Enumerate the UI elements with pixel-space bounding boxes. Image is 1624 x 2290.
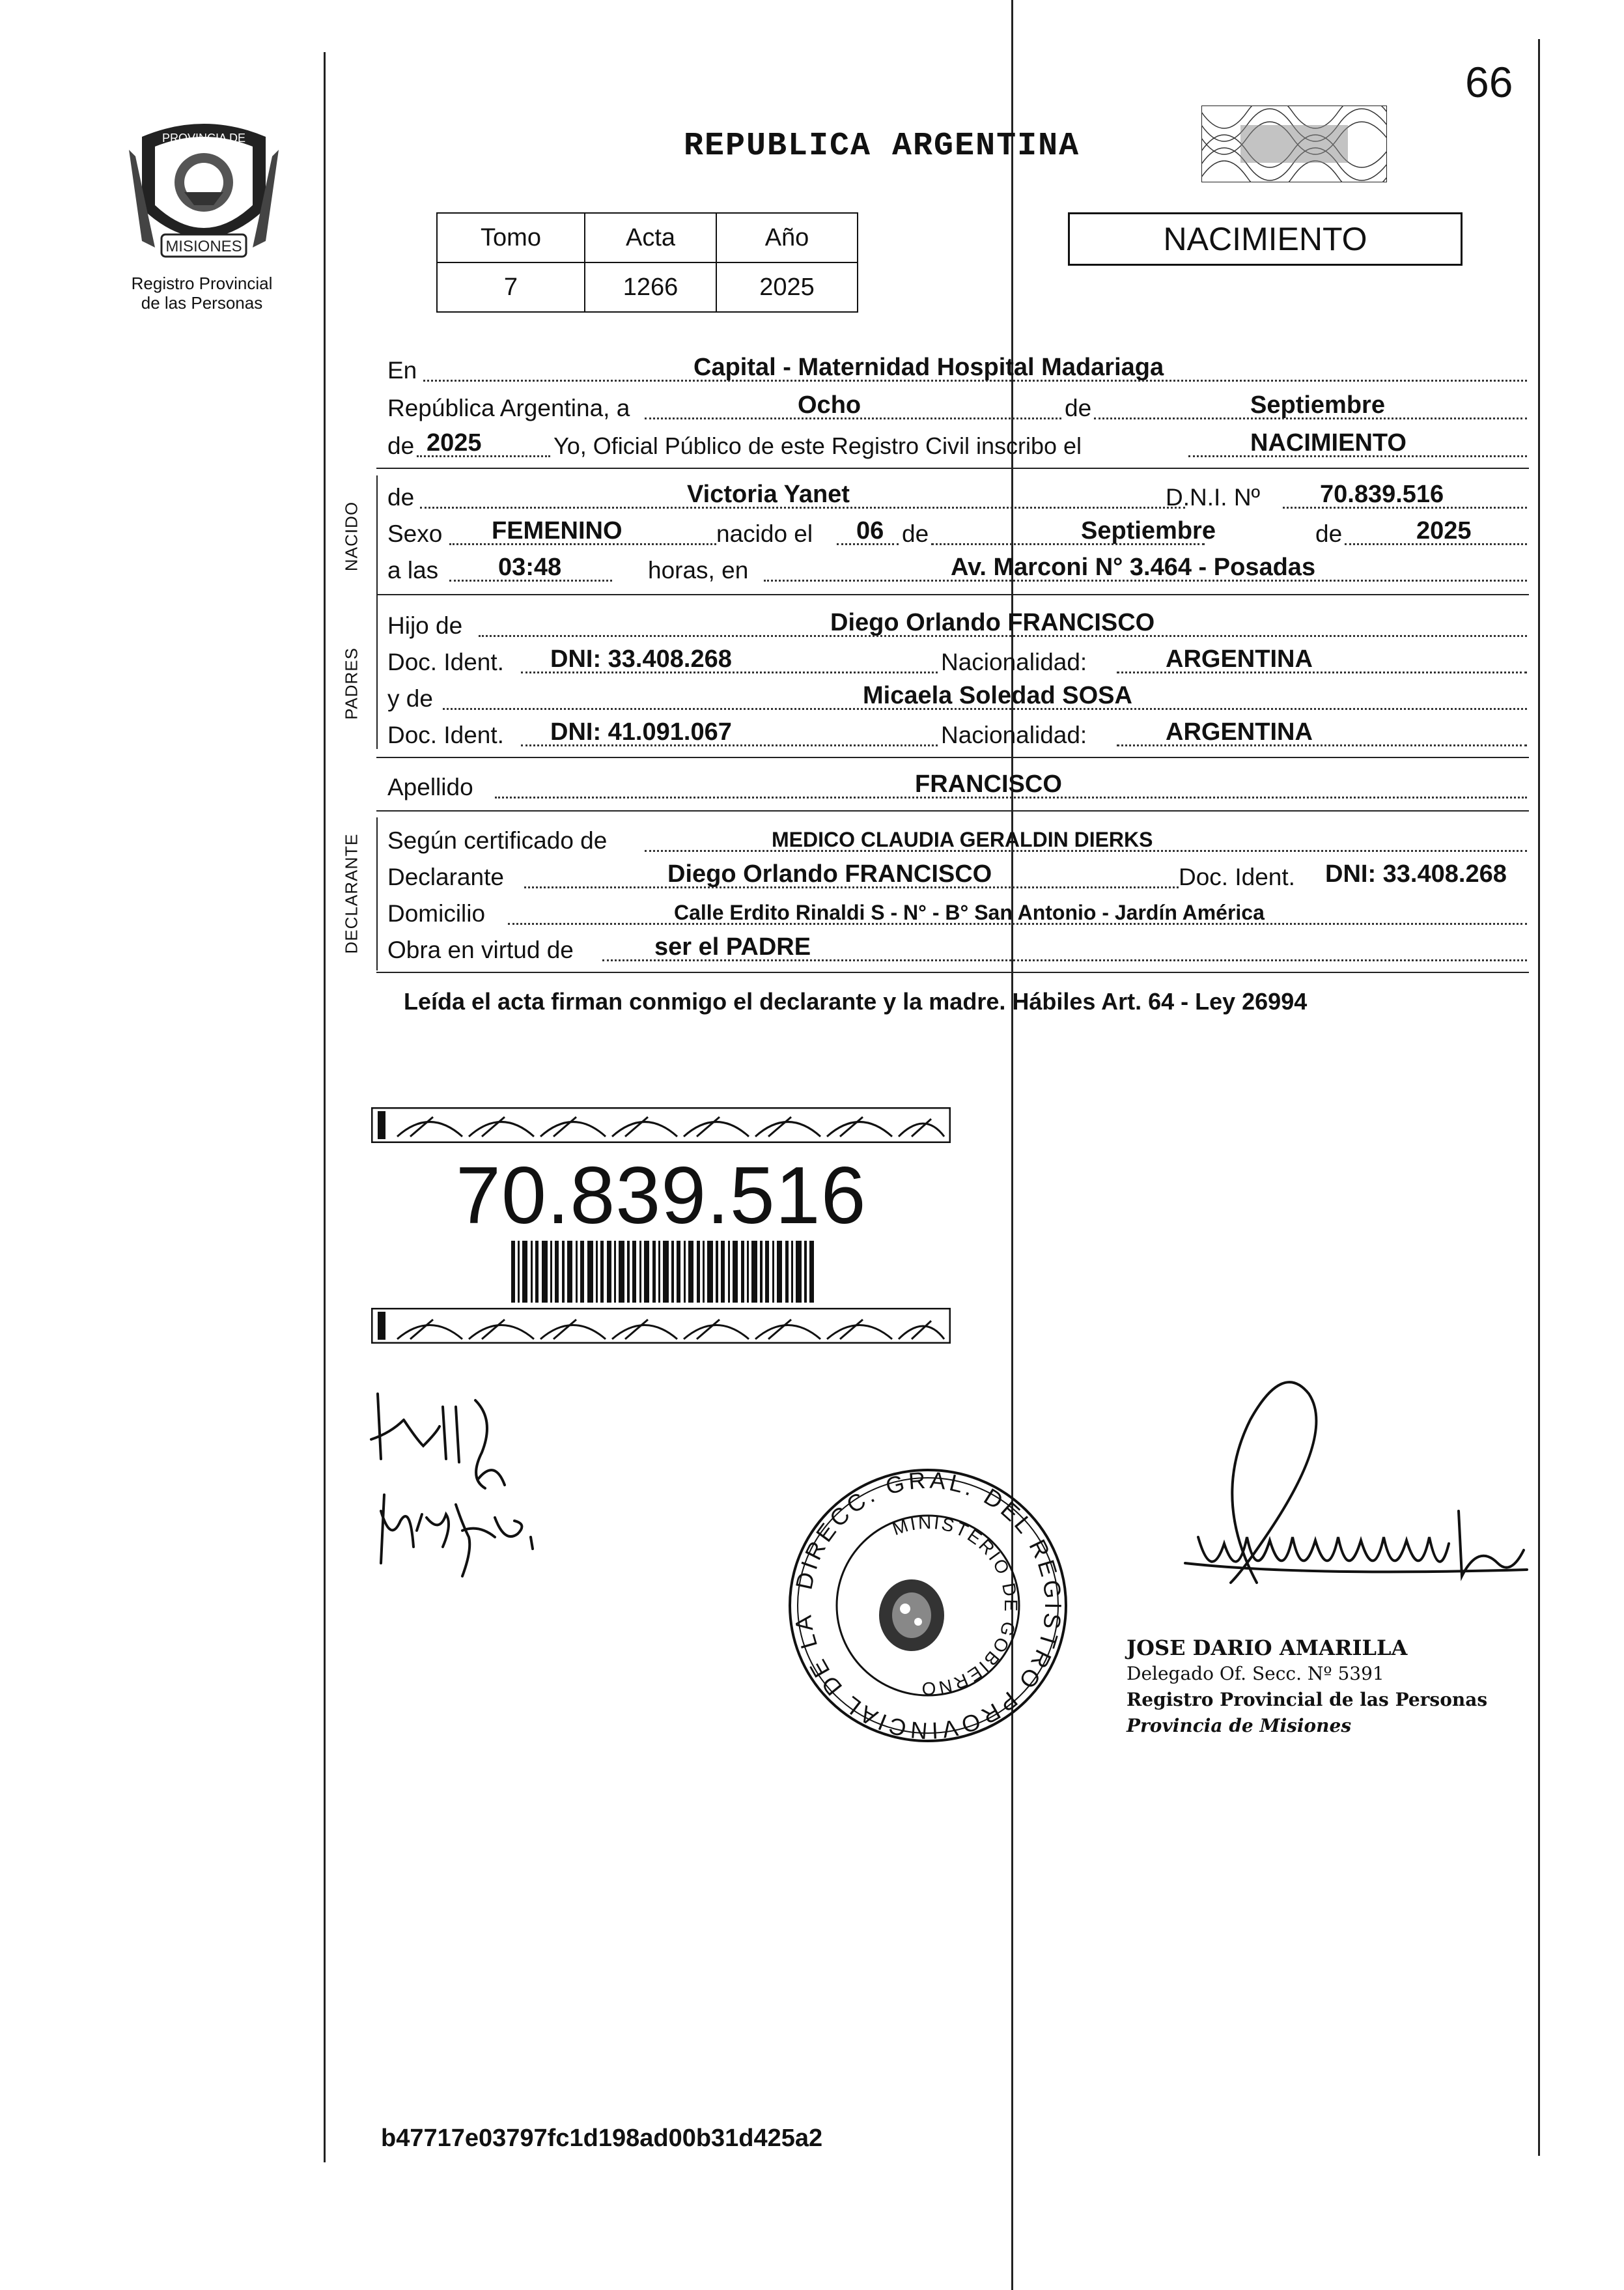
value-birth-place: Av. Marconi N° 3.464 - Posadas bbox=[951, 554, 1316, 581]
row-en bbox=[387, 352, 1527, 388]
value-mother-name: Micaela Soledad SOSA bbox=[863, 682, 1132, 709]
label-de-2: de bbox=[902, 520, 929, 547]
row-oficial bbox=[387, 427, 1527, 464]
label-de-year: de bbox=[387, 432, 415, 459]
value-anio: 2025 bbox=[716, 262, 858, 312]
mother-signature bbox=[381, 1495, 533, 1576]
signatures-left bbox=[365, 1381, 560, 1602]
divider-intro bbox=[376, 468, 1529, 469]
value-capacity: ser el PADRE bbox=[654, 933, 811, 961]
value-birth-month: Septiembre bbox=[1081, 517, 1216, 544]
label-nacionalidad-2: Nacionalidad: bbox=[941, 722, 1087, 748]
row-certificado bbox=[387, 822, 1527, 858]
official-seal bbox=[785, 1462, 1071, 1749]
divider-nacido bbox=[376, 594, 1529, 595]
section-label-padres: PADRES bbox=[341, 647, 361, 720]
row-father-doc bbox=[387, 643, 1527, 680]
closing-note: Leída el acta firman conmigo el declarante y la madre. Hábiles Art. 64 - Ley 26994 bbox=[404, 988, 1308, 1015]
header-acta: Acta bbox=[585, 213, 716, 262]
declarant-signature bbox=[371, 1394, 505, 1488]
value-acta: 1266 bbox=[585, 262, 716, 312]
logo-text-top: PROVINCIA DE bbox=[161, 132, 246, 145]
officer-signature bbox=[1172, 1368, 1537, 1641]
officer-province: Provincia de Misiones bbox=[1127, 1715, 1352, 1736]
value-declarant: Diego Orlando FRANCISCO bbox=[667, 860, 992, 888]
row-republica bbox=[387, 389, 1527, 426]
row-hijo-de bbox=[387, 607, 1527, 643]
value-month: Septiembre bbox=[1250, 391, 1385, 419]
value-year: 2025 bbox=[427, 429, 482, 457]
row-mother-doc bbox=[387, 716, 1527, 753]
divider-apellido bbox=[376, 810, 1529, 812]
security-band-bottom bbox=[371, 1308, 951, 1344]
value-mother-doc: DNI: 41.091.067 bbox=[550, 718, 732, 746]
label-obra: Obra en virtud de bbox=[387, 937, 574, 963]
fold-line bbox=[1011, 0, 1013, 2290]
barcode-number: 70.839.516 bbox=[456, 1151, 867, 1241]
seal-inner-text: MINISTERIO DE GOBIERNO bbox=[889, 1512, 1022, 1699]
divider-padres bbox=[376, 757, 1529, 758]
value-father-doc: DNI: 33.408.268 bbox=[550, 645, 732, 673]
value-birth-time: 03:48 bbox=[498, 554, 562, 581]
right-margin-rule bbox=[1538, 39, 1540, 2156]
label-de: de bbox=[1065, 395, 1092, 421]
label-dni: D.N.I. Nº bbox=[1166, 484, 1261, 511]
label-certificado: Según certificado de bbox=[387, 827, 608, 854]
section-label-declarante: DECLARANTE bbox=[341, 833, 361, 954]
value-birth-day: 06 bbox=[856, 517, 884, 544]
label-nacido: nacido el bbox=[716, 520, 813, 547]
logo-text-bottom: MISIONES bbox=[165, 238, 242, 255]
label-domicilio: Domicilio bbox=[387, 900, 486, 927]
value-address: Calle Erdito Rinaldi S - N° - B° San Antonio - Jardín América bbox=[674, 901, 1265, 924]
value-certificate: MEDICO CLAUDIA GERALDIN DIERKS bbox=[772, 828, 1153, 851]
value-sex: FEMENINO bbox=[492, 517, 623, 544]
left-margin-rule bbox=[324, 52, 326, 2162]
label-doc-ident-2: Doc. Ident. bbox=[387, 722, 504, 748]
row-nacido-sexo bbox=[387, 515, 1527, 552]
officer-registry: Registro Provincial de las Personas bbox=[1127, 1689, 1488, 1710]
value-declarant-doc: DNI: 33.408.268 bbox=[1325, 860, 1507, 888]
header-anio: Año bbox=[716, 213, 858, 262]
row-nacido-hora bbox=[387, 552, 1527, 588]
coat-of-arms-icon bbox=[879, 1579, 944, 1651]
section-rule-2 bbox=[376, 817, 378, 970]
value-child-dni: 70.839.516 bbox=[1320, 481, 1444, 508]
officer-name: JOSE DARIO AMARILLA bbox=[1127, 1635, 1408, 1660]
label-doc-ident-3: Doc. Ident. bbox=[1179, 864, 1295, 890]
value-father-nationality: ARGENTINA bbox=[1166, 645, 1313, 673]
page-number: 66 bbox=[1465, 58, 1513, 106]
row-domicilio bbox=[387, 895, 1527, 931]
acta-table-header-row bbox=[437, 213, 858, 262]
row-apellido bbox=[387, 769, 1527, 805]
officer-role: Delegado Of. Secc. Nº 5391 bbox=[1127, 1663, 1384, 1684]
label-hijo: Hijo de bbox=[387, 612, 463, 639]
label-apellido: Apellido bbox=[387, 774, 473, 800]
document-type-box: NACIMIENTO bbox=[1068, 212, 1463, 266]
value-event: NACIMIENTO bbox=[1250, 429, 1407, 457]
security-band-top bbox=[371, 1107, 951, 1143]
shield-icon bbox=[116, 111, 292, 274]
label-de-3: de bbox=[1315, 520, 1343, 547]
registry-caption bbox=[98, 274, 306, 313]
row-declarante bbox=[387, 858, 1527, 895]
acta-table bbox=[436, 212, 858, 313]
divider-declarante bbox=[376, 972, 1529, 973]
label-republica: República Argentina, a bbox=[387, 395, 630, 421]
label-alas: a las bbox=[387, 557, 439, 584]
barcode bbox=[511, 1241, 817, 1303]
label-nacionalidad: Nacionalidad: bbox=[941, 649, 1087, 675]
value-mother-nationality: ARGENTINA bbox=[1166, 718, 1313, 746]
value-birth-year: 2025 bbox=[1416, 517, 1472, 544]
label-en: En bbox=[387, 357, 417, 384]
registry-line-2: de las Personas bbox=[141, 293, 263, 313]
value-place: Capital - Maternidad Hospital Madariaga bbox=[693, 354, 1164, 381]
label-horas: horas, en bbox=[648, 557, 749, 584]
value-day-word: Ocho bbox=[798, 391, 861, 419]
seal-outer-text: DIRECC. GRAL. DEL REGISTRO PROVINCIAL DE LA bbox=[789, 1466, 1067, 1745]
label-de: de bbox=[387, 484, 415, 511]
registry-line-1: Registro Provincial bbox=[131, 274, 273, 293]
value-apellido: FRANCISCO bbox=[915, 770, 1062, 798]
row-nacido-name bbox=[387, 479, 1527, 515]
row-obra bbox=[387, 931, 1527, 968]
value-child-name: Victoria Yanet bbox=[687, 481, 850, 508]
country-title: REPUBLICA ARGENTINA bbox=[684, 128, 1080, 165]
officer-stamp bbox=[1127, 1635, 1582, 1739]
label-declarante: Declarante bbox=[387, 864, 504, 890]
label-doc-ident: Doc. Ident. bbox=[387, 649, 504, 675]
label-oficial: Yo, Oficial Público de este Registro Civil inscribo el bbox=[553, 432, 1082, 459]
section-rule bbox=[376, 475, 378, 749]
document-hash: b47717e03797fc1d198ad00b31d425a2 bbox=[381, 2125, 823, 2152]
label-y-de: y de bbox=[387, 685, 433, 712]
header-tomo: Tomo bbox=[437, 213, 585, 262]
value-tomo: 7 bbox=[437, 262, 585, 312]
label-sexo: Sexo bbox=[387, 520, 443, 547]
row-y-de bbox=[387, 680, 1527, 716]
security-guilloche bbox=[1201, 106, 1387, 182]
value-father-name: Diego Orlando FRANCISCO bbox=[830, 609, 1155, 636]
section-label-nacido: NACIDO bbox=[341, 501, 361, 572]
acta-table-value-row bbox=[437, 262, 858, 312]
